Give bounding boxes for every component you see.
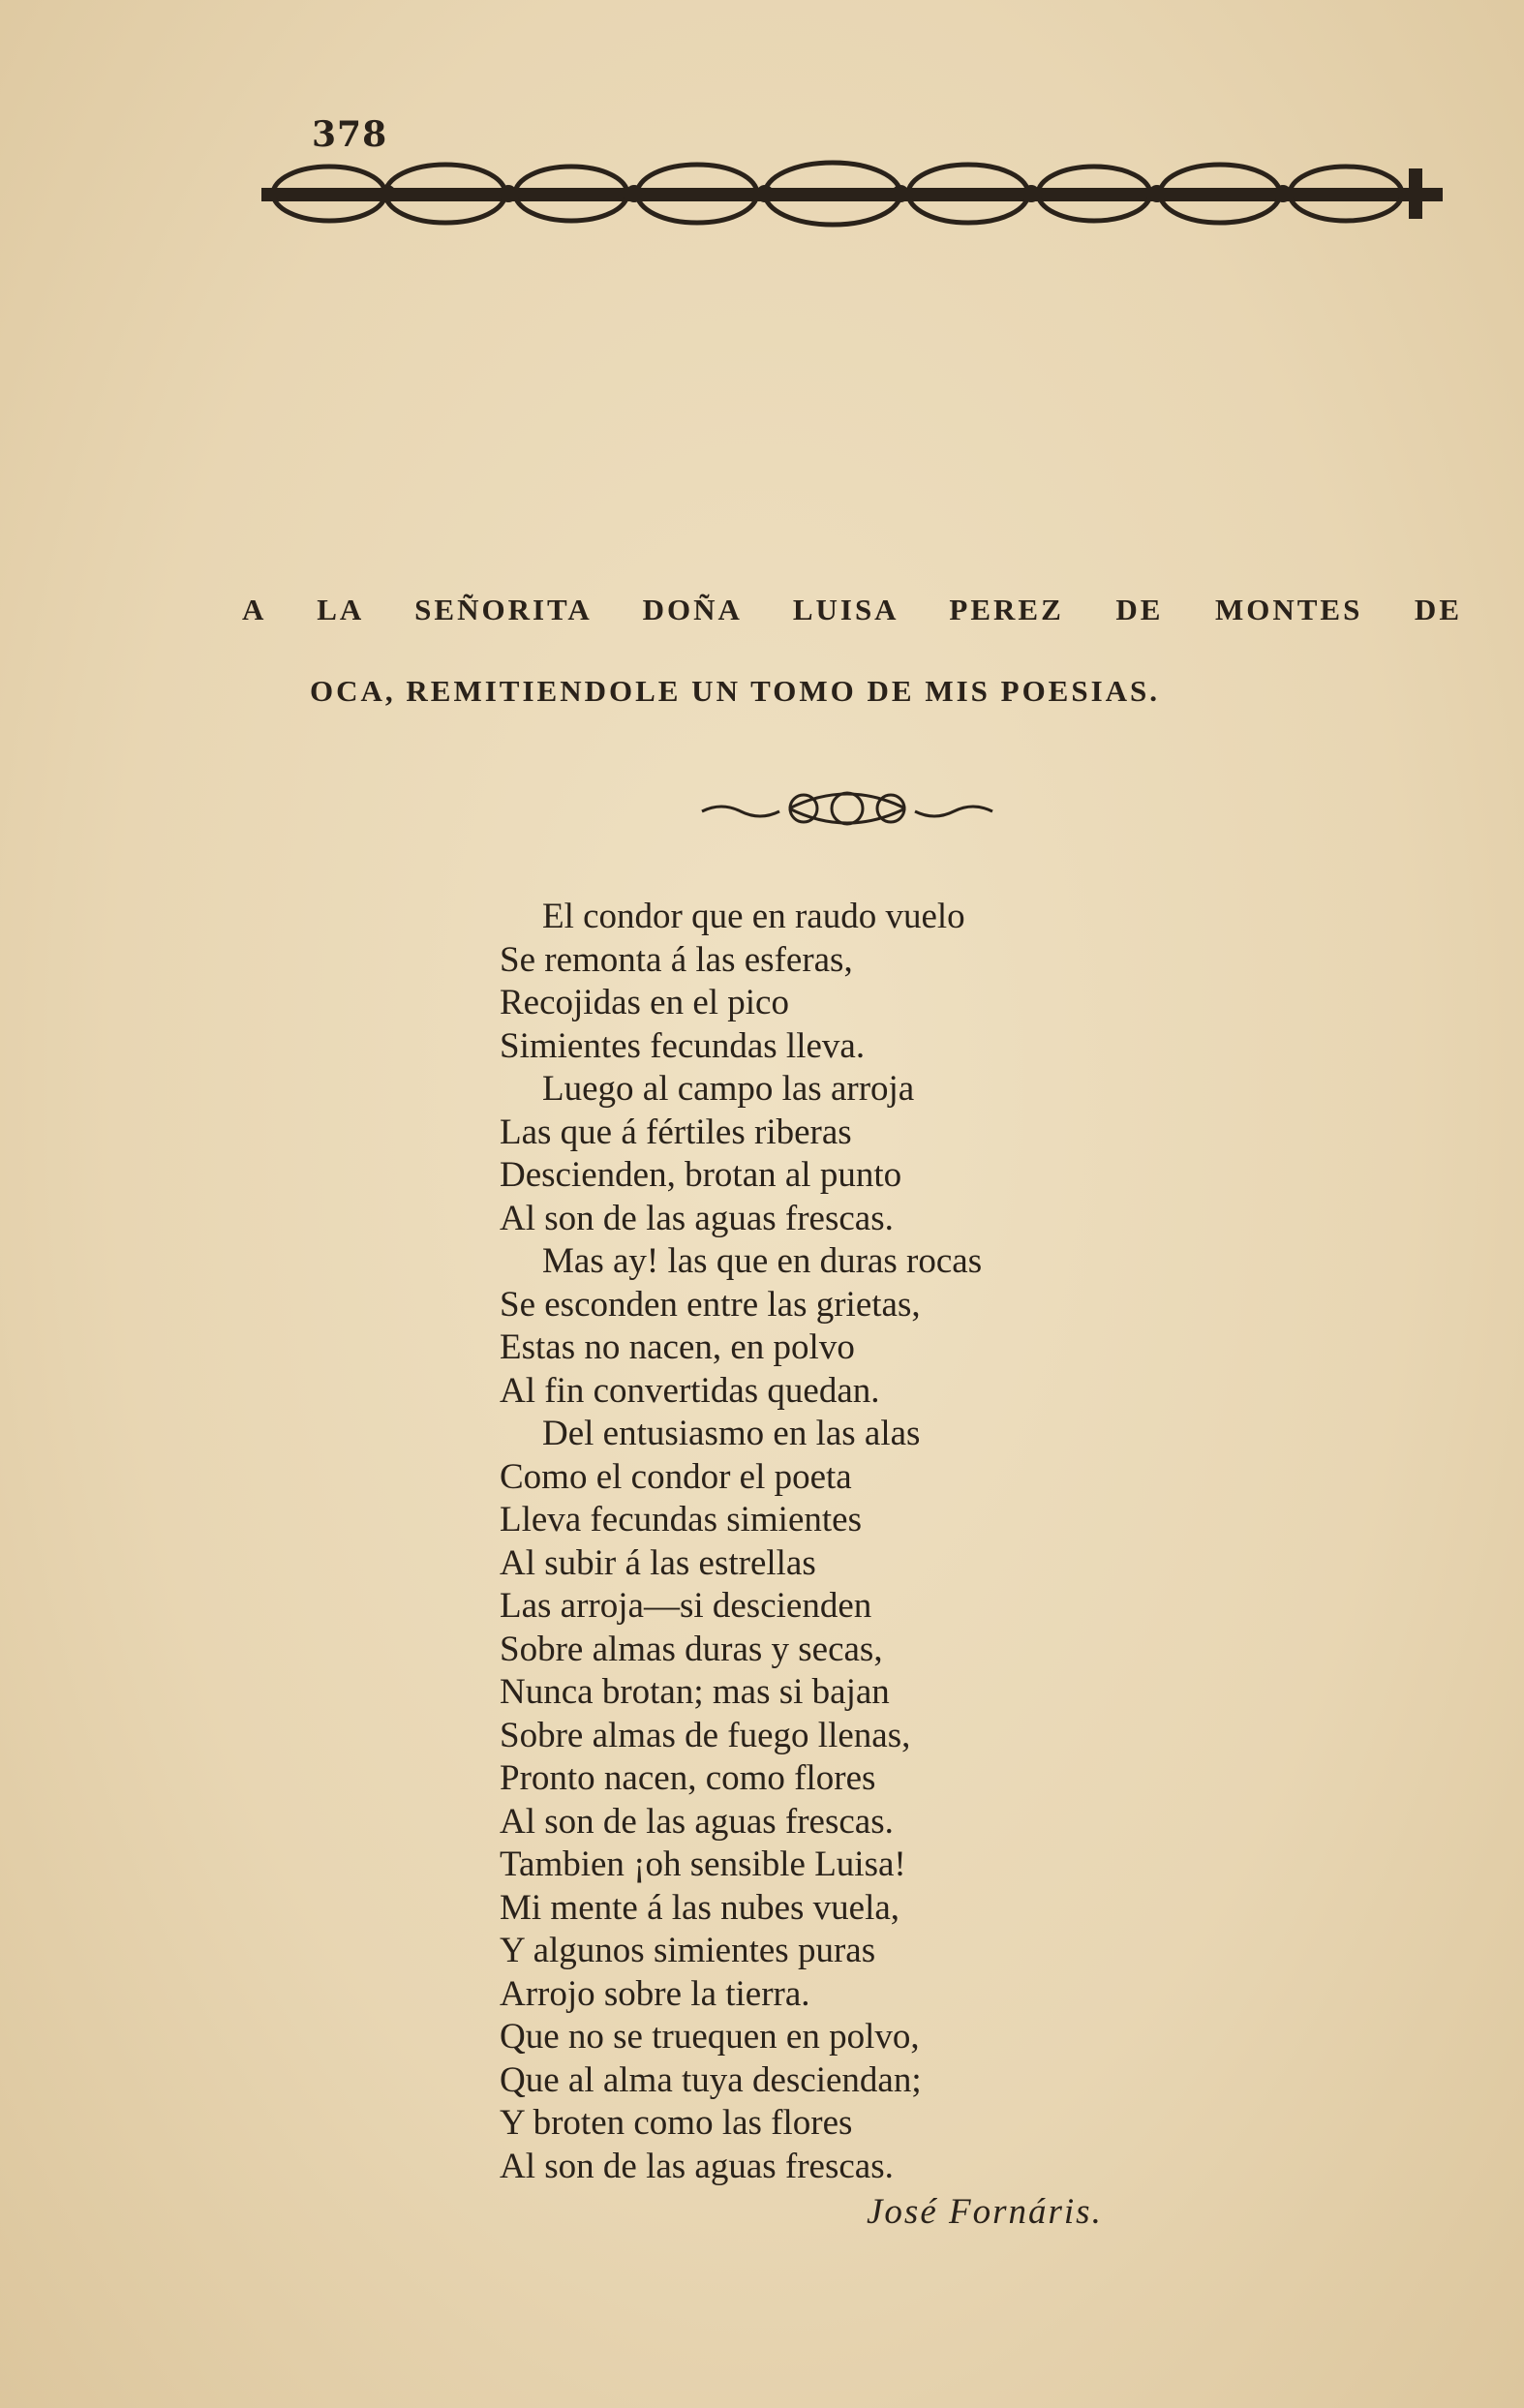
page-number: 378 [312,114,388,155]
poem-line: Sobre almas de fuego llenas, [500,1715,911,1755]
poem-title-line-1: A LA SEÑORITA DOÑA LUISA PEREZ DE MONTES DE [242,593,1462,626]
poem-line: Mas ay! las que en duras rocas [542,1241,983,1281]
poem-line: Luego al campo las arroja [542,1069,915,1109]
poem-line: Al son de las aguas frescas. [500,2146,894,2186]
poem-line: Simientes fecundas lleva. [500,1025,866,1066]
poem-line: Recojidas en el pico [500,983,789,1022]
poem-line: Se esconden entre las grietas, [500,1284,921,1325]
poem-line: Como el condor el poeta [500,1456,852,1497]
poem-line: Y algunos simientes puras [500,1931,876,1970]
poem-line: Al son de las aguas frescas. [500,1198,894,1238]
poem-line: Al fin convertidas quedan. [500,1370,880,1411]
poem-line: Y broten como las flores [500,2103,853,2143]
poem-line: Sobre almas duras y secas, [500,1629,883,1669]
poem-line: Pronto nacen, como flores [500,1758,876,1798]
poem-line: Nunca brotan; mas si bajan [500,1672,890,1712]
poem-line: Que al alma tuya desciendan; [500,2059,922,2100]
poem-line: Se remonta á las esferas, [500,939,853,980]
poem-body [500,896,982,2188]
poem-title-line-2: OCA, REMITIENDOLE UN TOMO DE MIS POESIAS. [310,674,1161,708]
poem-line: Estas no nacen, en polvo [500,1327,855,1367]
poem-signature: José Fornáris. [867,2192,1103,2232]
poem-line: Descienden, brotan al punto [500,1155,902,1195]
poem-line: Lleva fecundas simientes [500,1500,862,1539]
poem-line: Al son de las aguas frescas. [500,1801,894,1842]
poem-line: Que no se truequen en polvo, [500,2017,920,2057]
poem-line: Las que á fértiles riberas [500,1112,852,1152]
poem-line: Las arroja—si descienden [500,1586,872,1626]
poem-line: Al subir á las estrellas [500,1542,816,1583]
poem-line: Arrojo sobre la tierra. [500,1973,810,2014]
title-divider-ornament-icon [697,784,997,833]
poem-line: El condor que en raudo vuelo [542,897,965,936]
poem-line: Mi mente á las nubes vuela, [500,1887,900,1928]
poem-line: Tambien ¡oh sensible Luisa! [500,1844,906,1884]
header-ornament-icon [261,155,1443,232]
poem-line: Del entusiasmo en las alas [542,1414,921,1453]
